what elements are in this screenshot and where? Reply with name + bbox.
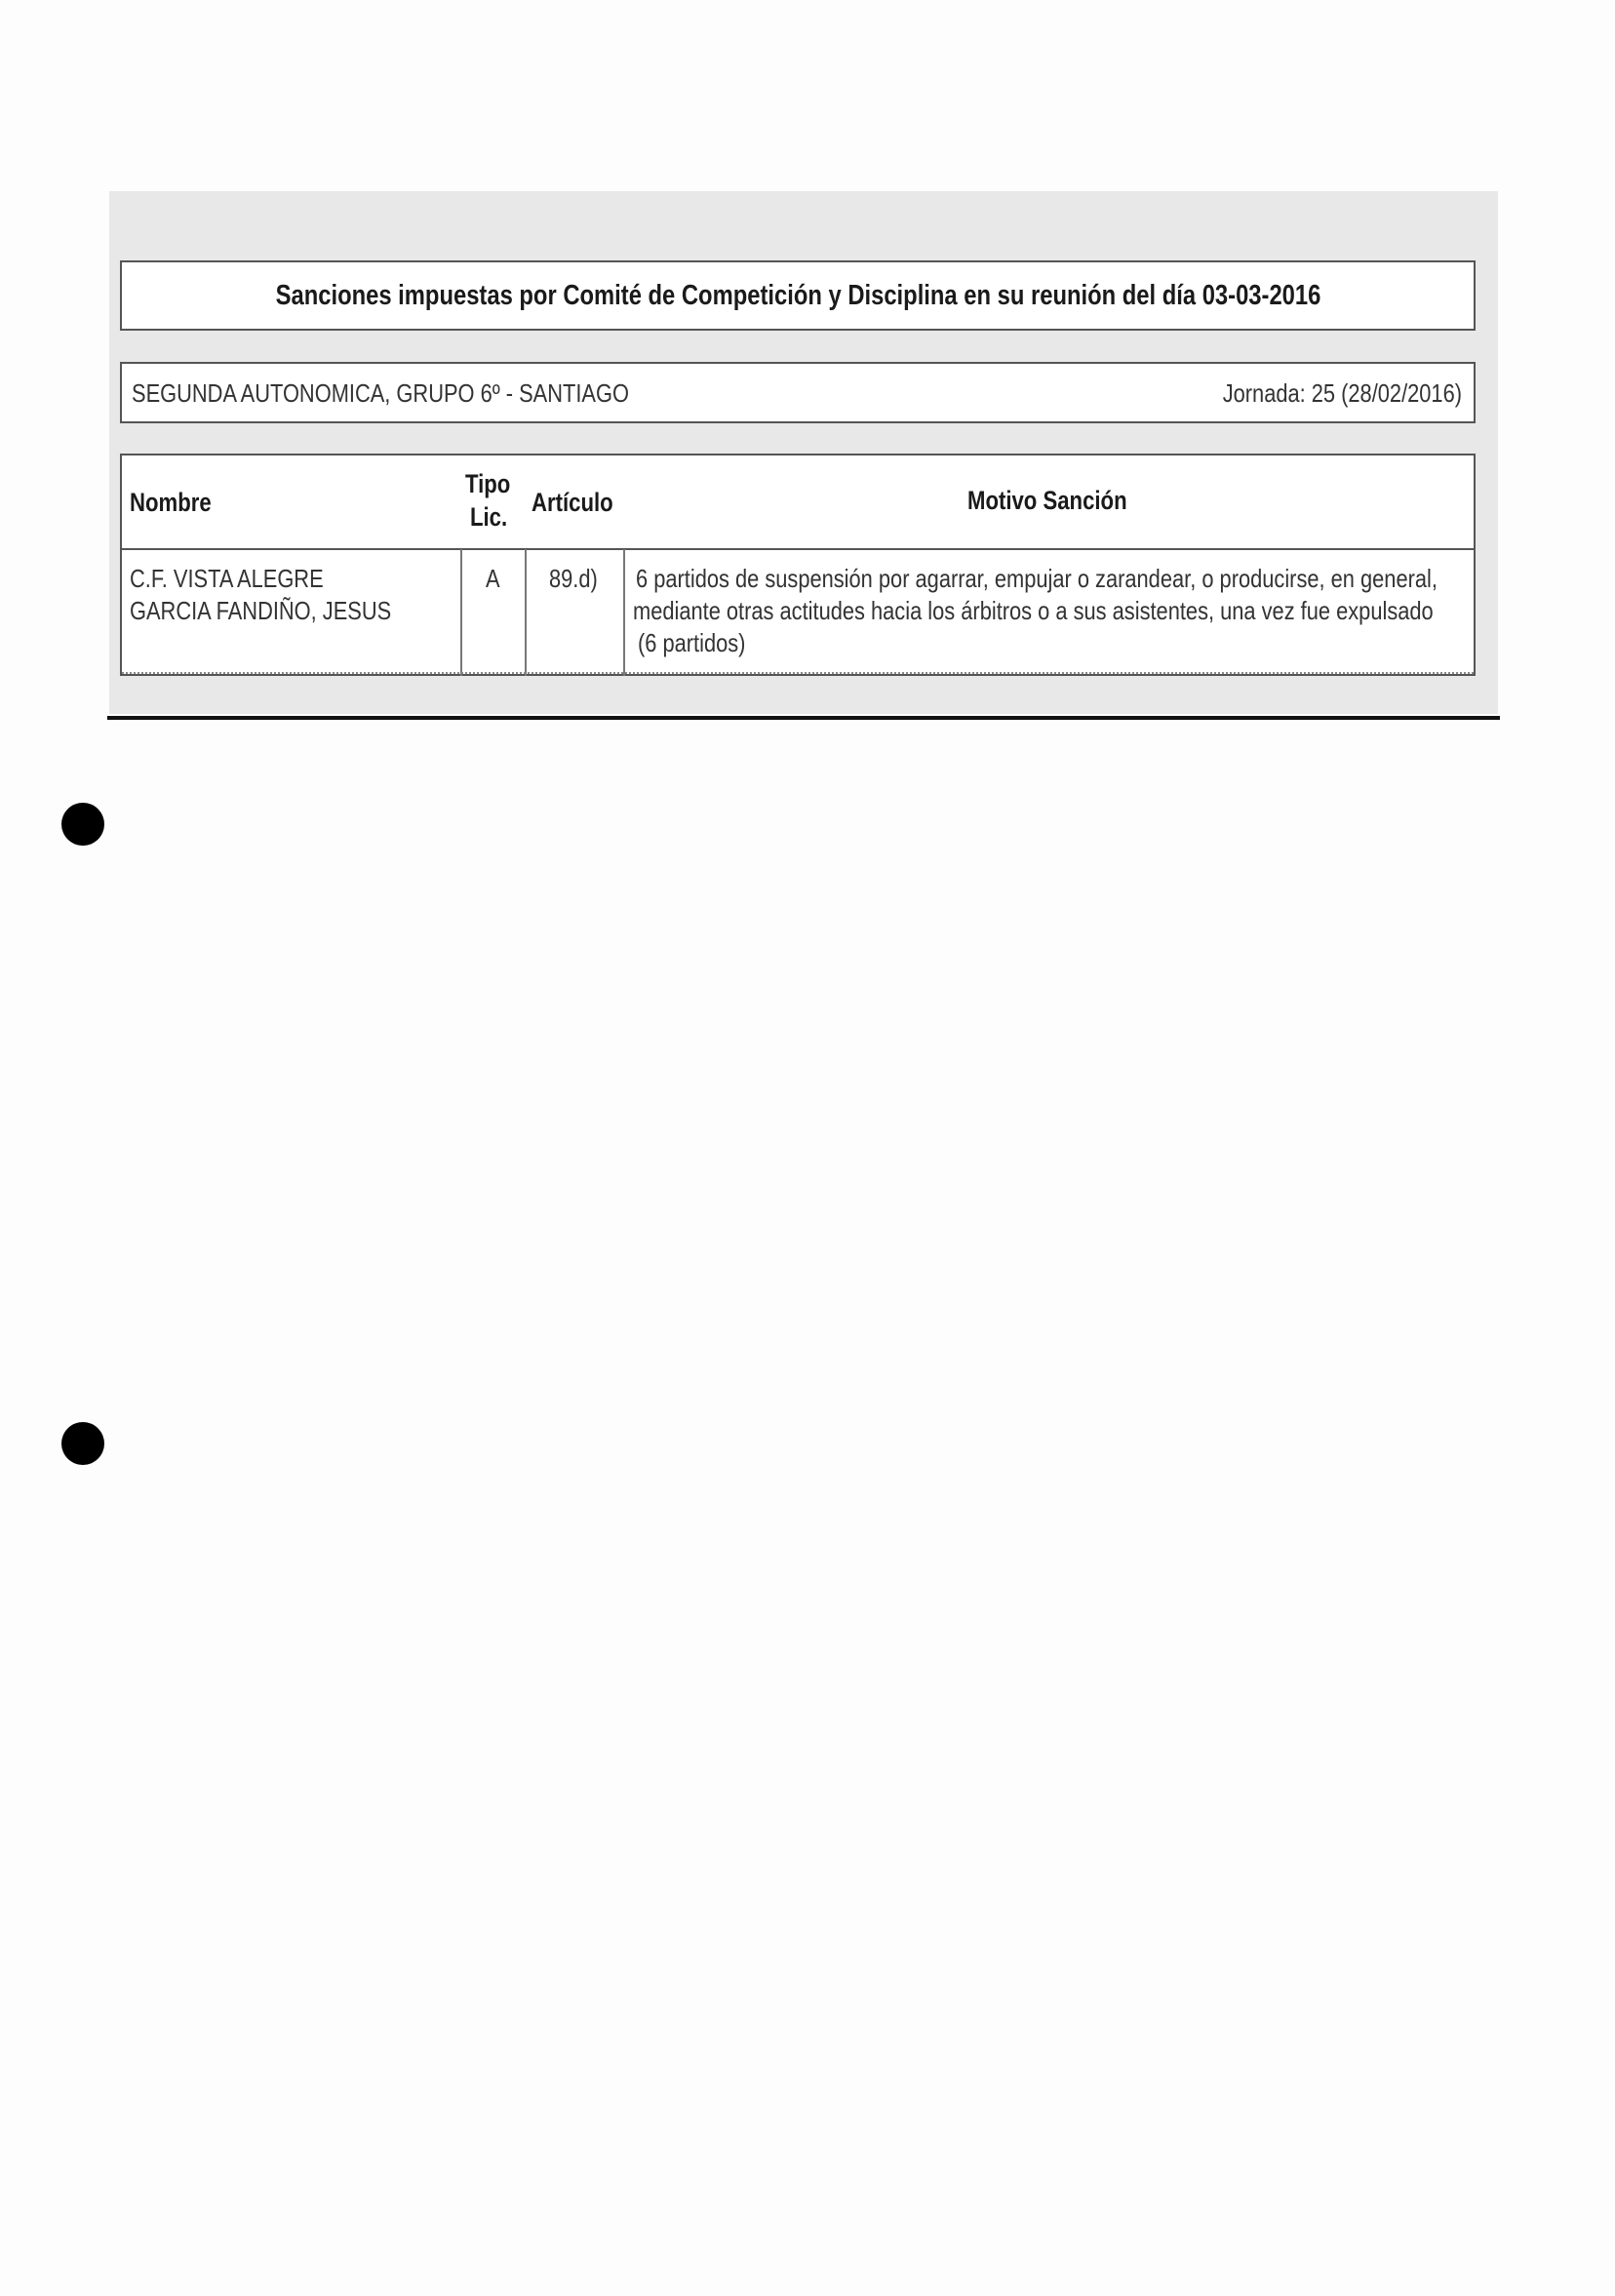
punch-hole-mark <box>61 803 104 846</box>
sanction-reason-line: (6 partidos) <box>638 628 746 657</box>
column-divider <box>460 549 462 676</box>
table-bottom-border <box>122 672 1474 674</box>
header-articulo: Artículo <box>532 488 613 517</box>
header-divider <box>122 548 1474 550</box>
club-name: C.F. VISTA ALEGRE <box>130 564 324 593</box>
sanction-reason-line: mediante otras actitudes hacia los árbitros o a sus asistentes, una vez fue expulsado <box>633 596 1434 625</box>
jornada-label: Jornada: 25 (28/02/2016) <box>1222 378 1462 408</box>
group-header <box>120 362 1476 423</box>
column-divider <box>623 549 625 676</box>
sanctions-table <box>120 454 1476 676</box>
player-name: GARCIA FANDIÑO, JESUS <box>130 596 392 625</box>
header-tipo: Tipo <box>465 469 511 498</box>
header-motivo: Motivo Sanción <box>967 486 1127 515</box>
header-nombre: Nombre <box>130 488 212 517</box>
punch-hole-mark <box>61 1422 104 1465</box>
article: 89.d) <box>549 564 598 593</box>
report-title: Sanciones impuestas por Comité de Competición y Disciplina en su reunión del día 03-03-2016 <box>275 279 1320 311</box>
competition-group: SEGUNDA AUTONOMICA, GRUPO 6º - SANTIAGO <box>132 378 629 408</box>
sanction-reason-line: 6 partidos de suspensión por agarrar, empujar o zarandear, o producirse, en general, <box>636 564 1438 593</box>
divider-rule <box>107 716 1500 720</box>
licence-type: A <box>486 564 500 593</box>
report-title-box <box>120 260 1476 331</box>
column-divider <box>525 549 527 676</box>
header-lic: Lic. <box>470 502 508 532</box>
